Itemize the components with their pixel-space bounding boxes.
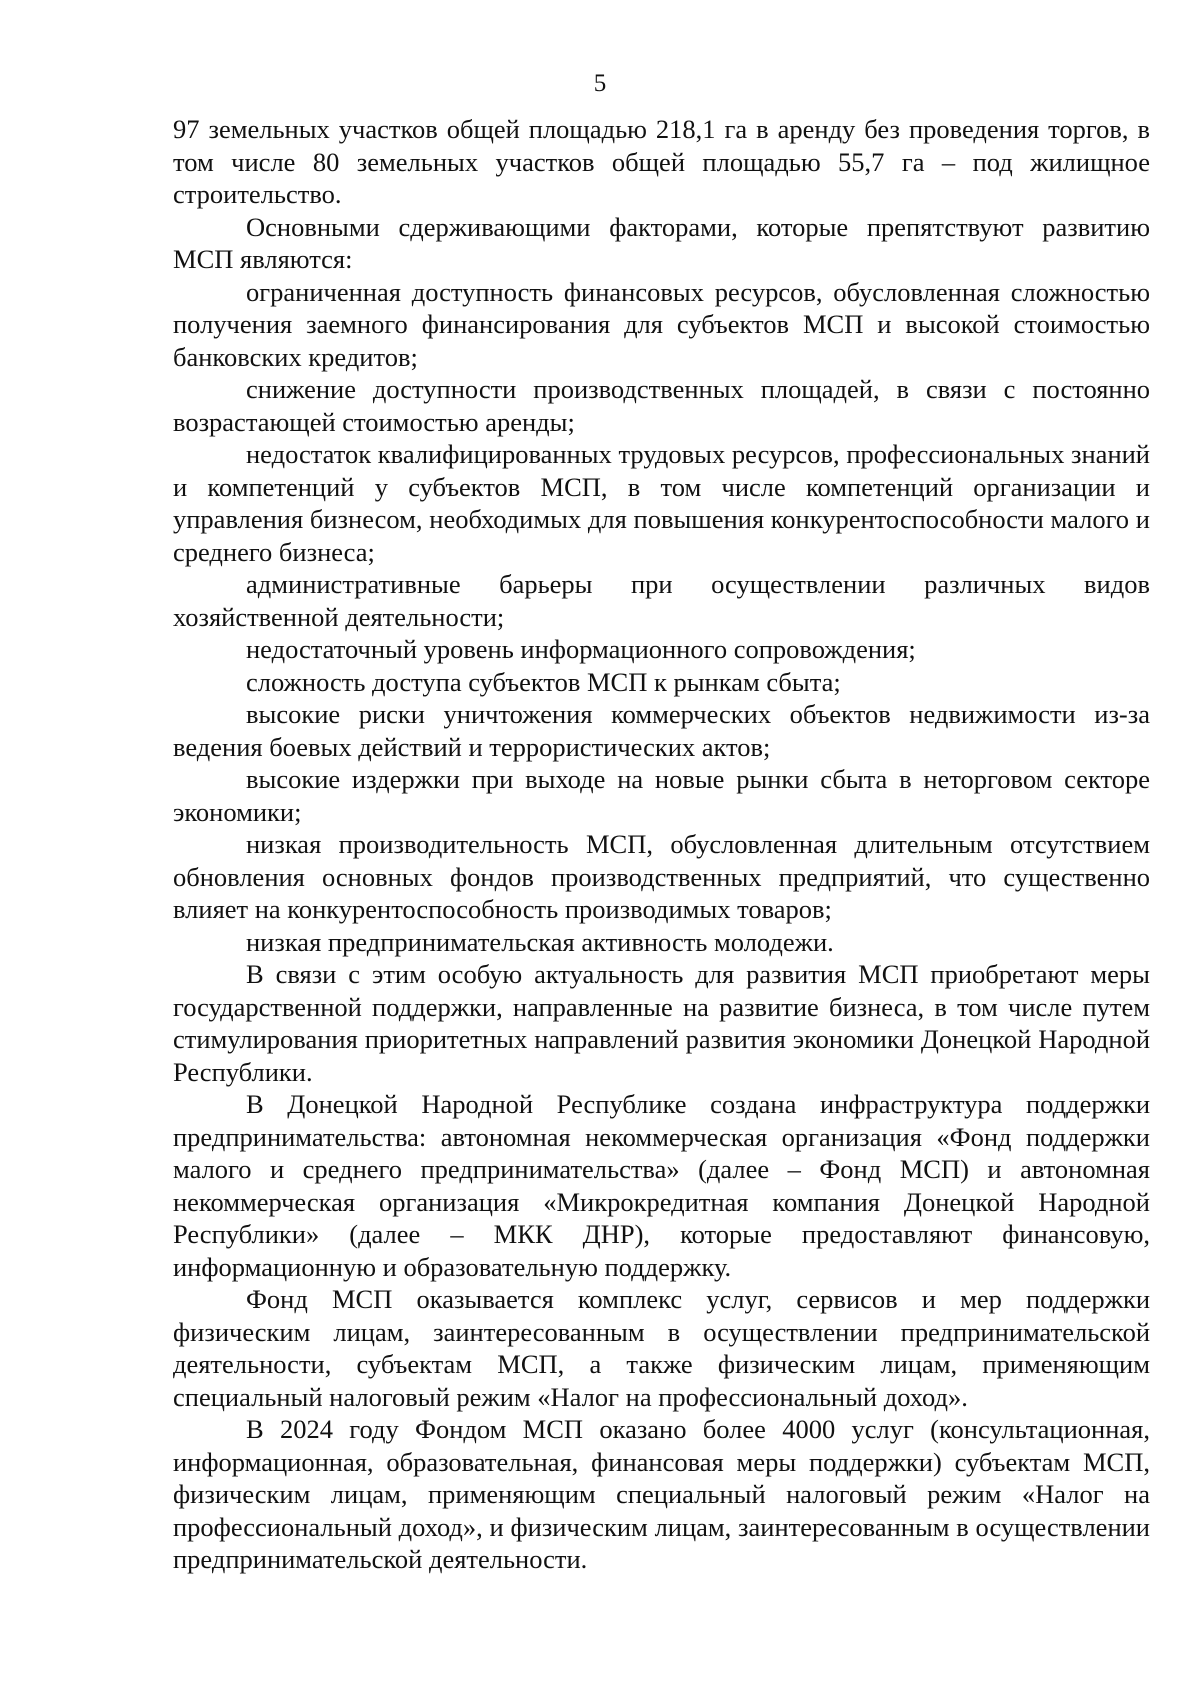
list-item-youth-activity: низкая предпринимательская активность молодежи. xyxy=(246,926,834,957)
paragraph-constraining-factors-intro: Основными сдерживающими факторами, которые препятствуют развитию МСП являются: xyxy=(173,211,1150,274)
list-item-low-productivity: низкая производительность МСП, обусловленная длительным отсутствием обновления основных фондов производственных предприятий, что существенно влияет на конкурентоспособность производимых товаров; xyxy=(173,829,1150,924)
list-item-information-support: недостаточный уровень информационного сопровождения; xyxy=(246,634,916,664)
document-body xyxy=(173,113,1150,1576)
paragraph-fund-services: Фонд МСП оказывается комплекс услуг, сервисов и мер поддержки физическим лицам, заинтересованным в осуществлении предпринимательской деятельности, субъектам МСП, а также физическим лицам, применяющим специальный налоговый режим «Налог на профессиональный доход». xyxy=(173,1284,1150,1412)
list-item-new-markets-costs: высокие издержки при выходе на новые рынки сбыта в неторговом секторе экономики; xyxy=(173,764,1150,827)
list-item-administrative-barriers: административные барьеры при осуществлении различных видов хозяйственной деятельности; xyxy=(173,569,1150,632)
paragraph-support-infrastructure: В Донецкой Народной Республике создана инфраструктура поддержки предпринимательства: автономная некоммерческая организация «Фонд поддержки малого и среднего предпринимательства» (далее – Фонд МСП) и автономная некоммерческая организация «Микрокредитная компания Донецкой Народной Республики» (далее – МКК ДНР), которые предоставляют финансовую, информационную и образовательную поддержку. xyxy=(173,1089,1150,1282)
paragraph-state-support: В связи с этим особую актуальность для развития МСП приобретают меры государственной поддержки, направленные на развитие бизнеса, в том числе путем стимулирования приоритетных направлений развития экономики Донецкой Народной Республики. xyxy=(173,959,1150,1087)
list-item-destruction-risks: высокие риски уничтожения коммерческих объектов недвижимости из-за ведения боевых действий и террористических актов; xyxy=(173,699,1150,762)
list-item-market-access: сложность доступа субъектов МСП к рынкам сбыта; xyxy=(246,666,841,697)
paragraph-land-plots: 97 земельных участков общей площадью 218,1 га в аренду без проведения торгов, в том числе 80 земельных участков общей площадью 55,7 га – под жилищное строительство. xyxy=(173,114,1150,209)
list-item-financial-resources: ограниченная доступность финансовых ресурсов, обусловленная сложностью получения заемного финансирования для субъектов МСП и высокой стоимостью банковских кредитов; xyxy=(173,276,1150,372)
page-number: 5 xyxy=(593,70,607,97)
list-item-qualified-labor: недостаток квалифицированных трудовых ресурсов, профессиональных знаний и компетенций у субъектов МСП, в том числе компетенций организации и управления бизнесом, необходимых для повышения конкурентоспособности малого и среднего бизнеса; xyxy=(173,439,1150,567)
list-item-production-space: снижение доступности производственных площадей, в связи с постоянно возрастающей стоимостью аренды; xyxy=(173,374,1150,437)
paragraph-2024-results: В 2024 году Фондом МСП оказано более 4000 услуг (консультационная, информационная, образовательная, финансовая меры поддержки) субъектам МСП, физическим лицам, применяющим специальный налоговый режим «Налог на профессиональный доход», и физическим лицам, заинтересованным в осуществлении предпринимательской деятельности. xyxy=(173,1414,1150,1574)
